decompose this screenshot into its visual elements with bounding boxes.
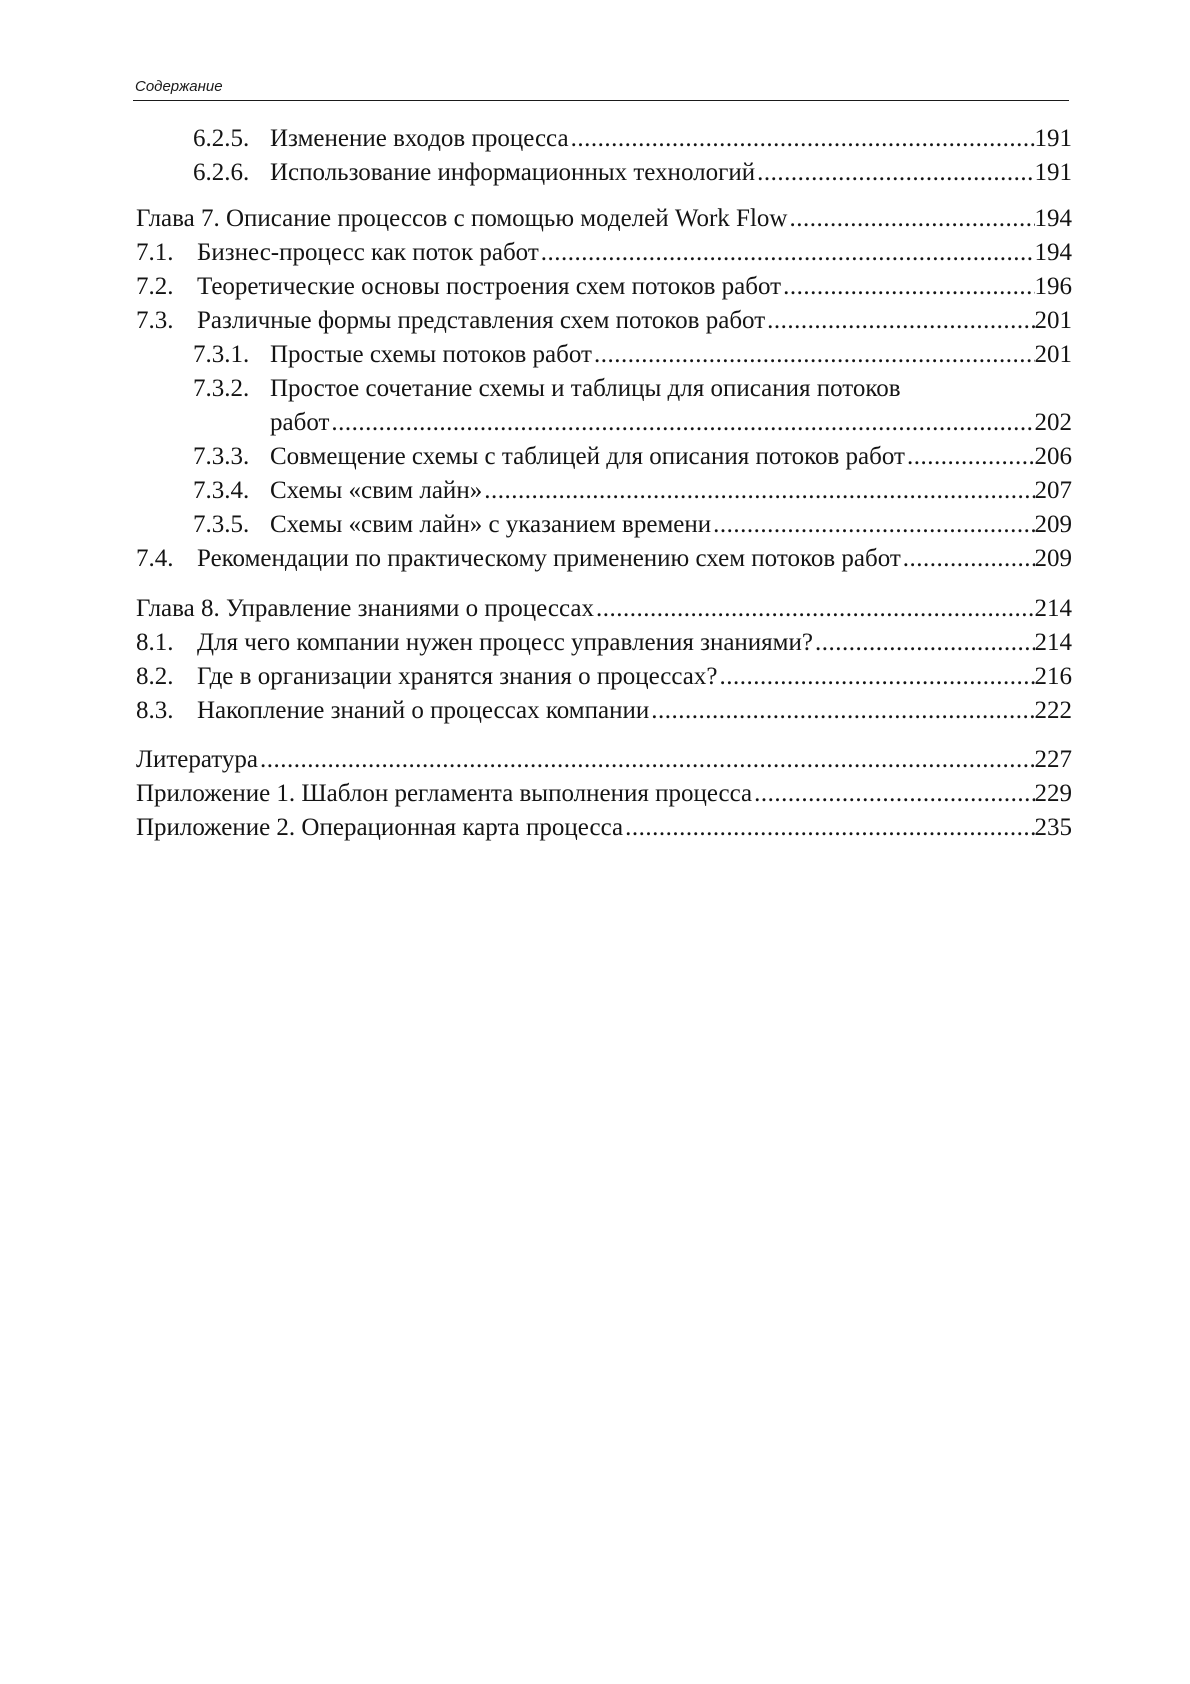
entry-page: 207 <box>1034 477 1072 504</box>
entry-page: 214 <box>1034 595 1072 622</box>
entry-title: Совмещение схемы с таблицей для описания потоков работ <box>270 443 905 470</box>
entry-title: Рекомендации по практическому применению схем потоков работ <box>197 545 901 572</box>
dot-leader <box>765 304 1034 338</box>
running-head: Содержание <box>135 78 223 95</box>
toc-entry-7-3-5[interactable] <box>136 508 1072 542</box>
entry-page: 201 <box>1034 341 1072 368</box>
entry-number: 8.1. <box>136 629 174 656</box>
dot-leader <box>717 660 1034 694</box>
toc-entry-7-3-2[interactable] <box>136 372 1072 406</box>
entry-number: 6.2.6. <box>193 159 250 186</box>
entry-page: 216 <box>1034 663 1072 690</box>
dot-leader <box>649 694 1034 728</box>
toc-entry-7-3-2-continued[interactable] <box>136 406 1072 440</box>
dot-leader <box>813 626 1035 660</box>
toc-entry-7-3-1[interactable] <box>136 338 1072 372</box>
dot-leader <box>592 338 1035 372</box>
toc-entry-6-2-6[interactable] <box>136 156 1072 190</box>
entry-page: 214 <box>1034 629 1072 656</box>
toc-entry-7-3-4[interactable] <box>136 474 1072 508</box>
dot-leader <box>329 406 1034 440</box>
entry-title: Накопление знаний о процессах компании <box>197 697 650 724</box>
entry-number: 7.2. <box>136 273 174 300</box>
header-rule <box>133 100 1069 101</box>
dot-leader <box>711 508 1034 542</box>
toc-literature[interactable] <box>136 743 1072 777</box>
dot-leader <box>258 743 1035 777</box>
toc-entry-7-3[interactable] <box>136 304 1072 338</box>
entry-title: Где в организации хранятся знания о процессах? <box>197 663 718 690</box>
entry-page: 227 <box>1034 746 1072 773</box>
toc-appendix-2[interactable] <box>136 811 1072 845</box>
dot-leader <box>752 777 1034 811</box>
dot-leader <box>539 236 1035 270</box>
entry-title: Теоретические основы построения схем потоков работ <box>197 273 782 300</box>
dot-leader <box>623 811 1034 845</box>
dot-leader <box>482 474 1034 508</box>
entry-page: 206 <box>1034 443 1072 470</box>
entry-number: 7.3.1. <box>193 341 250 368</box>
entry-page: 235 <box>1034 814 1072 841</box>
toc-chapter-8[interactable] <box>136 592 1072 626</box>
entry-number: 7.3.3. <box>193 443 250 470</box>
entry-number: 6.2.5. <box>193 125 250 152</box>
entry-number: 8.3. <box>136 697 174 724</box>
toc-entry-7-1[interactable] <box>136 236 1072 270</box>
toc-entry-6-2-5[interactable] <box>136 122 1072 156</box>
toc-entry-8-2[interactable] <box>136 660 1072 694</box>
entry-page: 209 <box>1034 511 1072 538</box>
entry-title: Простые схемы потоков работ <box>270 341 592 368</box>
entry-title: Схемы «свим лайн» с указанием времени <box>270 511 712 538</box>
entry-page: 222 <box>1034 697 1072 724</box>
entry-page: 229 <box>1034 780 1072 807</box>
chapter-title: Глава 8. Управление знаниями о процессах <box>136 595 594 622</box>
entry-page: 191 <box>1034 159 1072 186</box>
entry-title: Литература <box>136 746 258 773</box>
toc-entry-7-2[interactable] <box>136 270 1072 304</box>
entry-number: 7.3. <box>136 307 174 334</box>
entry-title-line2: работ <box>270 409 330 436</box>
entry-number: 7.3.5. <box>193 511 250 538</box>
entry-page: 202 <box>1034 409 1072 436</box>
entry-page: 194 <box>1034 239 1072 266</box>
dot-leader <box>755 156 1034 190</box>
toc-entry-8-1[interactable] <box>136 626 1072 660</box>
entry-page: 201 <box>1034 307 1072 334</box>
entry-title: Схемы «свим лайн» <box>270 477 483 504</box>
entry-title: Бизнес-процесс как поток работ <box>197 239 539 266</box>
dot-leader <box>787 202 1034 236</box>
entry-number: 7.1. <box>136 239 174 266</box>
dot-leader <box>901 542 1035 576</box>
entry-number: 7.3.4. <box>193 477 250 504</box>
entry-title: Изменение входов процесса <box>270 125 569 152</box>
entry-title: Приложение 2. Операционная карта процесса <box>136 814 624 841</box>
entry-title: Использование информационных технологий <box>270 159 756 186</box>
entry-number: 7.3.2. <box>193 375 250 402</box>
entry-page: 196 <box>1034 273 1072 300</box>
dot-leader <box>594 592 1035 626</box>
entry-page: 191 <box>1034 125 1072 152</box>
entry-page: 209 <box>1034 545 1072 572</box>
chapter-title: Глава 7. Описание процессов с помощью моделей Work Flow <box>136 205 788 232</box>
entry-title: Различные формы представления схем потоков работ <box>197 307 766 334</box>
toc-appendix-1[interactable] <box>136 777 1072 811</box>
toc-chapter-7[interactable] <box>136 202 1072 236</box>
entry-page: 194 <box>1034 205 1072 232</box>
entry-number: 8.2. <box>136 663 174 690</box>
dot-leader <box>781 270 1034 304</box>
entry-title: Приложение 1. Шаблон регламента выполнения процесса <box>136 780 753 807</box>
dot-leader <box>905 440 1035 474</box>
toc-entry-7-4[interactable] <box>136 542 1072 576</box>
toc-entry-7-3-3[interactable] <box>136 440 1072 474</box>
entry-number: 7.4. <box>136 545 174 572</box>
dot-leader <box>569 122 1035 156</box>
entry-title: Для чего компании нужен процесс управления знаниями? <box>197 629 813 656</box>
entry-title-line1: Простое сочетание схемы и таблицы для описания потоков <box>270 375 901 402</box>
toc-entry-8-3[interactable] <box>136 694 1072 728</box>
